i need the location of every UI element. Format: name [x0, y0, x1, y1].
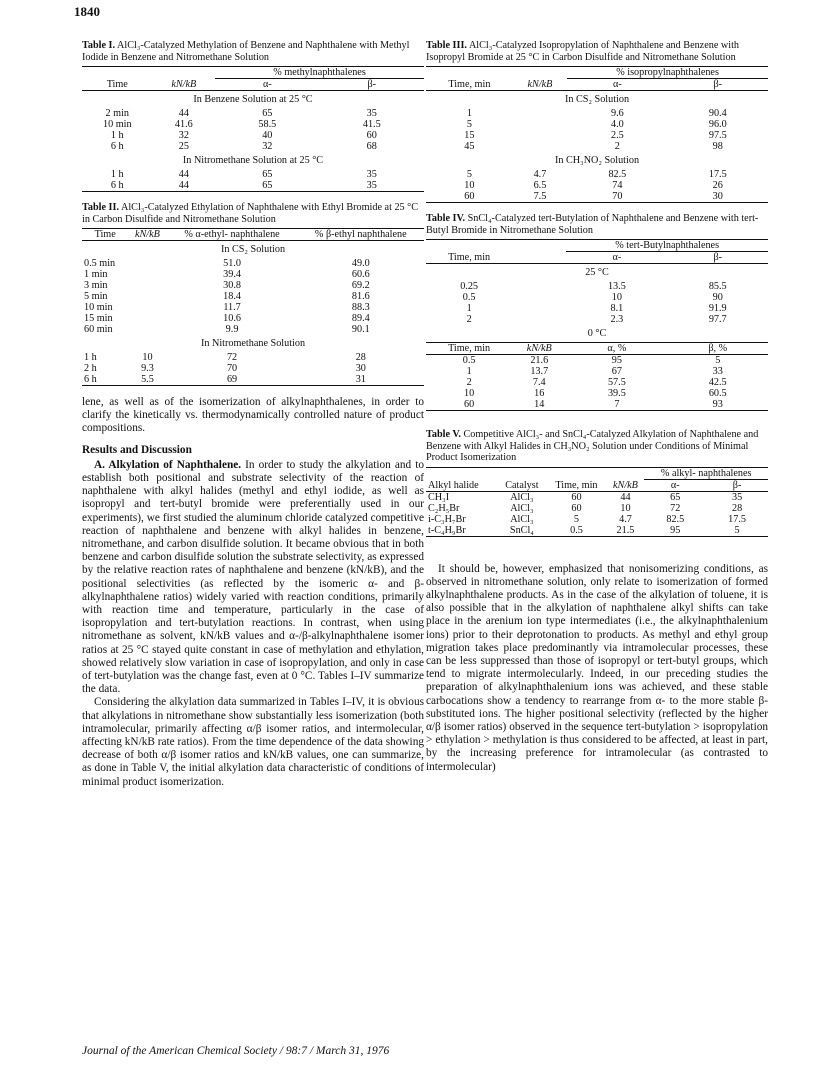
section-heading: Results and Discussion [82, 443, 192, 456]
table-1-header: kN/kB [153, 79, 216, 91]
table-row: 1 min 39.4 60.6 [84, 269, 370, 280]
table-row: t-C₄H₉Br SnCl₄ 0.5 21.5 95 5 [426, 525, 768, 537]
table-row: 2 2.3 97.7 [466, 314, 727, 325]
table-3 [426, 40, 768, 203]
table-row: 6 h 44 65 35 [82, 180, 424, 192]
page-number: 1840 [74, 4, 100, 19]
table-row: 1 8.1 91.9 [466, 303, 727, 314]
table-3-header: Time, min [426, 79, 513, 91]
paragraph-c: It should be, however, emphasized that nonisomerizing conditions, as observed in nitromethane solution, only relate to isomerization of formed alkylnaphthalene products. As in the case of the alkylation of toluene, it is also possible that in the alkylation of naphthalene alkyl shifts can take place in the arenium ion type intermediates (i.e., the alkylnaphthalenium ions) prior to their deprotonation to products. As methyl and ethyl group migration takes place predominantly via intramolecular processes, these can be less suppressed than those of isopropyl or tert-butyl groups, which tend to migrate intermolecularly. Indeed, in our preceding studies the preparation of alkylnaphthalenium ions was achieved, and these stable carbocations show a tendency to rearrange from α- to the more stable β-substituted ions. The higher positional selectivity (reflected by the higher α/β isomer ratios) observed in the sequence tert-butylation > isopropylation > ethylation > methylation is thus considered to be affected, at least in part, by the increasing preference for intramolecular (as contrasted to intermolecular) [426, 562, 768, 773]
table-4-header: kN/kB [512, 343, 566, 355]
table-1-grid [82, 66, 424, 192]
table-row: C₂H₅Br AlCl₃ 60 10 72 28 [428, 502, 743, 514]
table-4-caption: Table IV. SnCl₄-Catalyzed tert-Butylation of Naphthalene and Benzene with tert-Butyl Bromide in Nitromethane Solution [426, 213, 759, 236]
table-5-header: Alkyl halide [426, 479, 497, 491]
table-row: 1 9.6 90.4 [466, 108, 727, 119]
left-body-text [82, 396, 424, 789]
table-1-caption: Table I. AlCl₃-Catalyzed Methylation of Benzene and Naphthalene with Methyl Iodide in Benzene and Nitromethane Solution [82, 40, 410, 63]
table-1-header: α- [215, 79, 319, 91]
table-row: 1 h 10 72 28 [84, 352, 366, 363]
table-3-caption: Table III. AlCl₃-Catalyzed Isopropylation of Naphthalene and Benzene with Isopropyl Bromide at 25 °C in Carbon Disulfide and Nitromethane Solution [426, 40, 739, 63]
table-3-grid [426, 66, 768, 203]
table-3-section-title: In CS₂ Solution [564, 94, 630, 105]
table-1-section-title: In Nitromethane Solution at 25 °C [182, 155, 324, 166]
paragraph-a: A. Alkylation of Naphthalene. In order to study the alkylation and to establish both positional and substrate selectivity of the reaction of naphthalene with alkyl halides (methyl and ethyl iodide, as well as isopropyl and tert-butyl bromide were preferentially used in our experiments), we first studied the aluminum chloride catalyzed competitive reaction of naphthalene and benzene with alkyl halides in benzene, nitromethane, and carbon disulfide solution. It became obvious that in both benzene and carbon disulfide solution the substrate selectivity, as expressed by the relative reaction rates of naphthalene and benzene (kN/kB), and the positional selectivities (as reflected by the isomeric α- and β-alkylnaphthalene ratios) widely varied with reaction conditions, primarily with reaction time and temperature, particularly in the case of isopropylation and tert-butylation reactions. In contrast, when using nitromethane as solvent, kN/kB values and α-/β-alkylnaphthalene isomer ratios at 25 °C stayed quite constant in case of methylation and ethylation, showed relatively slow variation in case of isopropylation, and only in case of tert-butylation was the change fast, even at 0 °C. Tables I–IV summarize the data. [82, 458, 424, 696]
left-column [82, 40, 424, 789]
table-4-header: Time, min [426, 343, 512, 355]
table-row: 15 min 10.6 89.4 [84, 313, 370, 324]
table-5-group-header: % alkyl- naphthalenes [644, 467, 768, 479]
table-row: 5 min 18.4 81.6 [84, 291, 370, 302]
table-1 [82, 40, 424, 192]
table-row: 1 h 32 40 60 [110, 130, 377, 141]
table-4-header: Time, min [426, 252, 512, 264]
table-row: CH₃I AlCl₃ 60 44 65 35 [428, 491, 743, 503]
table-row: 6 h 25 32 68 [110, 141, 377, 152]
table-2 [82, 202, 424, 386]
table-row: 60 14 7 93 [426, 399, 768, 411]
table-2-header: % β-ethyl naphthalene [298, 229, 424, 241]
table-row: 45 2 98 [464, 141, 723, 152]
journal-footer: Journal of the American Chemical Society / 98:7 / March 31, 1976 [82, 1045, 390, 1057]
table-row: 1 h 44 65 35 [110, 169, 377, 180]
table-3-header: α- [567, 79, 667, 91]
table-row: 10 min 11.7 88.3 [84, 302, 370, 313]
table-1-group-header: % methylnaphthalenes [215, 67, 424, 79]
table-row: 0.5 min 51.0 49.0 [84, 258, 370, 269]
table-2-header: kN/kB [128, 229, 166, 241]
table-1-header: β- [320, 79, 424, 91]
table-3-group-header: % isopropylnaphthalenes [567, 67, 768, 79]
table-5-header: Catalyst [497, 479, 546, 491]
right-body-text [426, 563, 768, 774]
right-column [426, 40, 768, 774]
table-5-caption: Table V. Competitive AlCl₃- and SnCl₄-Catalyzed Alkylation of Naphthalene and Benzene with Alkyl Halides in CH₃NO₂ Solution under Conditions of Minimal Product Isomerization [426, 429, 759, 463]
table-4-header: α- [566, 252, 667, 264]
table-row: 0.25 13.5 85.5 [460, 281, 727, 292]
table-row: 60 7.5 70 30 [426, 191, 768, 203]
table-row: 6 h 5.5 69 31 [82, 374, 424, 386]
table-row: i-C₃H₇Br AlCl₃ 5 4.7 82.5 17.5 [428, 513, 746, 525]
table-row: 2 min 44 65 35 [105, 108, 377, 119]
table-4-group-header: % tert-Butylnaphthalenes [566, 240, 768, 252]
intro-paragraph: lene, as well as of the isomerization of alkylnaphthalenes, in order to clarify the kinetically vs. thermodynamically controlled nature of product compositions. [82, 396, 424, 435]
table-5-grid [426, 467, 768, 537]
table-2-header: % α-ethyl- naphthalene [167, 229, 298, 241]
table-1-section-title: In Benzene Solution at 25 °C [193, 94, 313, 105]
table-row: 1 13.7 67 33 [466, 366, 723, 377]
table-row: 3 min 30.8 69.2 [84, 280, 370, 291]
table-2-section-title: In Nitromethane Solution [200, 338, 306, 349]
table-5-header: α- [644, 479, 706, 491]
table-3-header: kN/kB [513, 79, 567, 91]
table-row: 0.5 10 90 [462, 292, 723, 303]
table-3-header: β- [668, 79, 768, 91]
table-5-header: kN/kB [607, 479, 645, 491]
table-2-section-title: In CS₂ Solution [220, 244, 286, 255]
table-1-header: Time [82, 79, 153, 91]
table-4-section-title: 0 °C [426, 325, 768, 343]
table-5-header: β- [706, 479, 768, 491]
table-2-grid [82, 228, 424, 386]
table-4-section-title: 25 °C [585, 267, 609, 278]
paragraph-b: Considering the alkylation data summarized in Tables I–IV, it is obvious that alkylations in nitromethane show substantially less isomerization (both intramolecular, primarily affecting α/β isomer ratios, and intermolecular, affecting kN/kB rate ratios). From the time dependence of the data showing decrease of both α/β isomer ratios and kN/kB values, one can summarize, as done in Table V, the initial alkylation data characteristic of conditions of minimal product isomerization. [82, 696, 424, 788]
table-2-caption: Table II. AlCl₃-Catalyzed Ethylation of Naphthalene with Ethyl Bromide at 25 °C in Carbon Disulfide and Nitromethane Solution [82, 202, 419, 225]
table-row: 10 min 41.6 58.5 41.5 [102, 119, 381, 130]
table-row: 10 16 39.5 60.5 [464, 388, 727, 399]
table-5 [426, 429, 768, 537]
table-row: 2 h 9.3 70 30 [84, 363, 366, 374]
subheading: A. Alkylation of Naphthalene. [94, 458, 242, 471]
table-row: 10 6.5 74 26 [464, 180, 723, 191]
table-row: 0.5 21.6 95 5 [462, 355, 721, 366]
table-4 [426, 213, 768, 411]
table-row: 2 7.4 57.5 42.5 [466, 377, 727, 388]
table-row: 60 min 9.9 90.1 [84, 324, 370, 335]
table-3-section-title: In CH₃NO₂ Solution [554, 155, 640, 166]
table-row: 15 2.5 97.5 [464, 130, 727, 141]
table-4-header: β- [667, 252, 768, 264]
table-4-header: β, % [667, 343, 768, 355]
table-4-header: α, % [566, 343, 667, 355]
table-5-header: Time, min [546, 479, 606, 491]
table-4-grid [426, 239, 768, 411]
table-row: 5 4.0 96.0 [466, 119, 727, 130]
table-2-header: Time [82, 229, 128, 241]
table-row: 5 4.7 82.5 17.5 [466, 169, 727, 180]
